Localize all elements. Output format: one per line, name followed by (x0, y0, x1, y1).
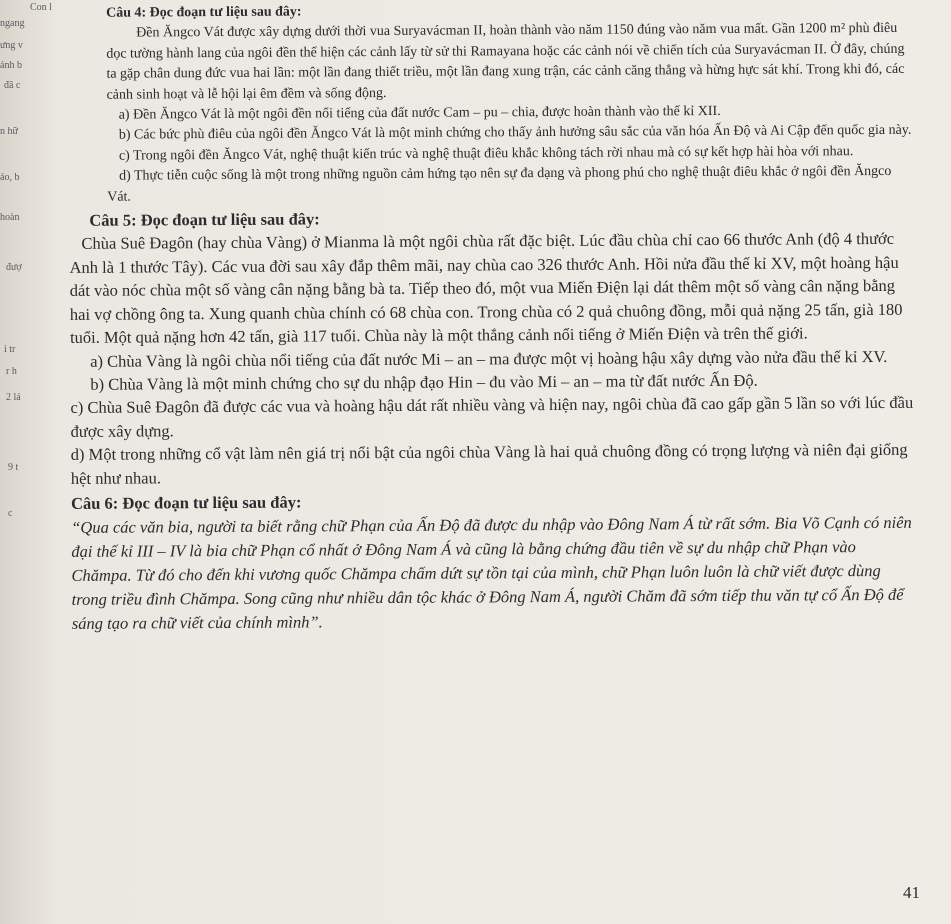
margin-fragment: r h (6, 366, 17, 377)
question-title: Câu 5: Đọc đoạn tư liệu sau đây: (89, 209, 320, 230)
statement-d: d) Thực tiễn cuộc sống là một trong những nguồn cảm hứng tạo nên sự đa dạng và phong phú cho nghệ thuật điêu khắc ở ngôi đền Ăngco Vát. (107, 164, 892, 205)
question-title: Câu 6: Đọc đoạn tư liệu sau đây: (70, 492, 302, 513)
margin-fragment: đã c (4, 80, 21, 91)
margin-fragment: ngang (0, 18, 25, 29)
margin-fragment: ánh b (0, 60, 22, 71)
margin-fragment: ưng v (0, 40, 23, 51)
statement-d: d) Một trong những cổ vật làm nên giá trị nổi bật của ngôi chùa Vàng là hai quả chuông đồng có trọng lượng và niên đại giống hệt như nhau. (70, 439, 908, 488)
question-4 (56, 0, 917, 208)
margin-fragment: Con l (30, 2, 52, 13)
source-passage: Chùa Suê Đagôn (hay chùa Vàng) ở Mianma là một ngôi chùa rất đặc biệt. Lúc đầu chùa chỉ cao 66 thước Anh (độ 4 thước Anh là 1 thước Tây). Các vua đời sau xây đắp thêm mãi, nay chùa cao 326 thước Anh. Hồi nửa đầu thế kỉ XV, một hoàng hậu dát vào nóc chùa một số vàng cân nặng bằng bà ta. Tiếp theo đó, một vua Miến Điện lại dát thêm một số vàng cân nặng bằng hai vợ chồng ông ta. Xung quanh chùa chính có 68 chùa con. Trong chùa có 2 quả chuông đồng, mỗi quả nặng 25 tấn, già 180 tuổi. Một quả nặng hơn 42 tấn, già 117 tuổi. Chùa này là một thắng cảnh nổi tiếng ở Miến Điện và trên thế giới. (69, 229, 903, 348)
margin-fragment: đượ (6, 262, 22, 273)
question-5 (57, 204, 919, 490)
page-number: 41 (903, 883, 920, 902)
margin-fragment: 2 lá (6, 392, 21, 403)
statement-c: c) Trong ngôi đền Ăngco Vát, nghệ thuật kiến trúc và nghệ thuật điêu khắc không tách rời nhau mà có sự kết hợp hài hòa với nhau. (118, 143, 854, 164)
question-title: Câu 4: Đọc đoạn tư liệu sau đây: (106, 4, 302, 21)
statement-a: a) Đền Ăngco Vát là một ngôi đền nổi tiếng của đất nước Cam – pu – chia, được hoàn thành vào thế kỉ XII. (118, 103, 721, 123)
source-passage: “Qua các văn bia, người ta biết rằng chữ Phạn của Ấn Độ đã được du nhập vào Đông Nam Á từ rất sớm. Bia Võ Cạnh có niên đại thế kỉ III – IV là bia chữ Phạn cổ nhất ở Đông Nam Á và cũng là bằng chứng đầu tiên về sự du nhập chữ Phạn vào Chămpa. Từ đó cho đến khi vương quốc Chămpa chấm dứt sự tồn tại của mình, chữ Phạn luôn luôn là chữ viết được dùng trong triều đình Chămpa. Song cũng như nhiều dân tộc khác ở Đông Nam Á, người Chăm đã sớm tiếp thu văn tự cổ Ấn Độ để sáng tạo ra chữ viết của chính mình”. (71, 512, 912, 633)
statement-b: b) Các bức phù điêu của ngôi đền Ăngco Vát là một minh chứng cho thấy ảnh hưởng sâu sắc của văn hóa Ấn Độ và Ai Cập đến quốc gia này. (118, 123, 912, 144)
margin-fragment: áo, b (0, 172, 20, 183)
statement-c: c) Chùa Suê Đagôn đã được các vua và hoàng hậu dát rất nhiều vàng và hiện nay, ngôi chùa đã cao gấp gần 5 lần so với lúc đầu được xây dựng. (70, 393, 914, 441)
margin-fragment: n hữ (0, 126, 18, 137)
statement-a: a) Chùa Vàng là ngôi chùa nổi tiếng của đất nước Mi – an – ma được một vị hoàng hậu xây dựng vào nửa đầu thế kỉ XV. (90, 346, 888, 371)
margin-fragment: c (8, 508, 13, 519)
margin-fragment: i tr (4, 344, 16, 355)
statement-b: b) Chùa Vàng là một minh chứng cho sự du nhập đạo Hin – đu vào Mi – an – ma từ đất nước Ấn Độ. (90, 370, 758, 394)
margin-fragment: 9 t (8, 462, 19, 473)
margin-fragment: hoàn (0, 212, 20, 223)
page-content (56, 0, 920, 636)
source-passage: Đền Ăngco Vát được xây dựng dưới thời vua Suryavácman II, hoàn thành vào năm 1150 đúng vào năm vua mất. Gần 1200 m² phù điêu dọc tường hành lang của ngôi đền thể hiện các cảnh lấy từ sử thi Ramayana hoặc các cảnh nói về chiến tích của Suryavácman II. Ở đây, chúng ta gặp chân dung đức vua hai lần: một lần đang thiết triều, một lần đang xung trận, các cảnh căng thẳng và hừng hực sát khí. Trong khi đó, các cảnh sinh hoạt và lễ hội lại êm đềm và sống động. (106, 21, 905, 103)
question-6 (59, 487, 920, 636)
